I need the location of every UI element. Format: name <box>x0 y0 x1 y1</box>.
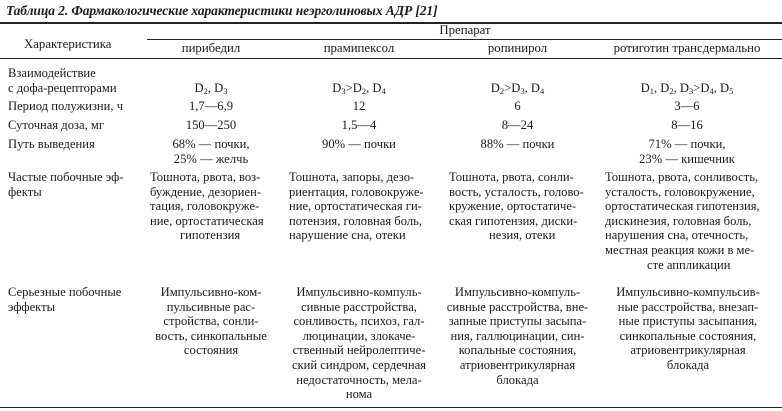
header-drug-ropinirole: ропинирол <box>487 41 548 55</box>
cell-serious-piribedil: Импульсивно-ком- пульсивные рас- стройства, сонли- вость, синкопальные состояния <box>155 285 267 358</box>
cell-dose-pramipexole: 1,5—4 <box>341 118 377 132</box>
header-bottom-border <box>0 58 782 59</box>
cell-dose-piribedil: 150—250 <box>185 118 237 132</box>
header-drug-group: Препарат <box>439 23 491 37</box>
header-drug-rotigotine: ротиготин трансдермально <box>613 41 761 55</box>
header-drug-piribedil: пирибедил <box>181 41 241 55</box>
cell-receptors-piribedil: $D_2$, $D_3$ <box>194 81 228 96</box>
row-label-serious-side-effects: Серьезные побочные эффекты <box>8 285 122 314</box>
cell-serious-ropinirole: Импульсивно-компуль- сивные расстройства, вне- запные приступы засыпа- ния, галлюцинации, син- копальные состояния, атриовентрикулярная блокада <box>446 285 589 387</box>
row-label-receptor-interaction: Взаимодействие с дофа-рецепторами <box>8 66 117 95</box>
caption-text: Фармакологические характеристики неэрголиновых АДР [21] <box>71 3 438 18</box>
row-label-common-side-effects: Частые побочные эф- фекты <box>8 170 124 199</box>
cell-common-rotigotine: Тошнота, рвота, сонливость, усталость, головокружение, ортостатическая гипотензия, дискинезия, головная боль, нарушения сна, отечность, местная реакция кожи в ме- сте аппликации <box>605 170 760 272</box>
cell-excretion-pramipexole: 90% — почки <box>322 137 396 151</box>
cell-receptors-pramipexole: $D_3>D_2$, $D_4$ <box>332 81 386 96</box>
cell-excretion-rotigotine: 71% — почки, 23% — кишечник <box>639 137 735 166</box>
cell-receptors-ropinirole: $D_2>D_3$, $D_4$ <box>490 81 545 96</box>
caption-label: Таблица 2. <box>6 3 69 18</box>
cell-halflife-pramipexole: 12 <box>352 99 366 113</box>
row-label-half-life: Период полужизни, ч <box>8 99 124 113</box>
cell-common-piribedil: Тошнота, рвота, воз- буждение, дезориен- тация, головокруже- ние, ортостатическая гипотензия <box>150 170 264 243</box>
cell-dose-ropinirole: 8—24 <box>501 118 534 132</box>
cell-halflife-rotigotine: 3—6 <box>674 99 700 113</box>
cell-dose-rotigotine: 8—16 <box>671 118 703 132</box>
cell-common-pramipexole: Тошнота, запоры, дезо- риентация, головокруже- ние, ортостатическая ги- потензия, головная боль, нарушение сна, отеки <box>289 170 424 243</box>
header-drug-pramipexole: прамипексол <box>323 41 395 55</box>
drug-group-underline <box>147 39 782 40</box>
cell-serious-pramipexole: Импульсивно-компуль- сивные расстройства, сонливость, психоз, гал- люцинации, злокаче- ственный нейролептиче- ский синдром, сердечная недостаточность, мела- нома <box>291 285 427 402</box>
cell-excretion-ropinirole: 88% — почки <box>480 137 555 151</box>
row-label-daily-dose: Суточная доза, мг <box>8 118 104 132</box>
header-characteristic: Характеристика <box>24 37 112 51</box>
top-border <box>0 22 782 24</box>
table-caption <box>6 3 437 19</box>
cell-halflife-piribedil: 1,7—6,9 <box>188 99 234 113</box>
row-label-excretion: Путь выведения <box>8 137 95 151</box>
cell-common-ropinirole: Тошнота, рвота, сонли- вость, усталость, голово- кружение, ортостатиче- ская гипотензия, диски- незия, отеки <box>449 170 584 243</box>
cell-excretion-piribedil: 68% — почки, 25% — желчь <box>172 137 250 166</box>
cell-serious-rotigotine: Импульсивно-компульсив- ные расстройства, внезап- ные приступы засыпания, синкопальные состояния, атриовентрикулярная блокада <box>616 285 760 372</box>
cell-receptors-rotigotine: $D_1$, $D_2$, $D_3>D_4$, $D_5$ <box>640 81 734 96</box>
cell-halflife-ropinirole: 6 <box>514 99 521 113</box>
bottom-border <box>0 407 782 408</box>
